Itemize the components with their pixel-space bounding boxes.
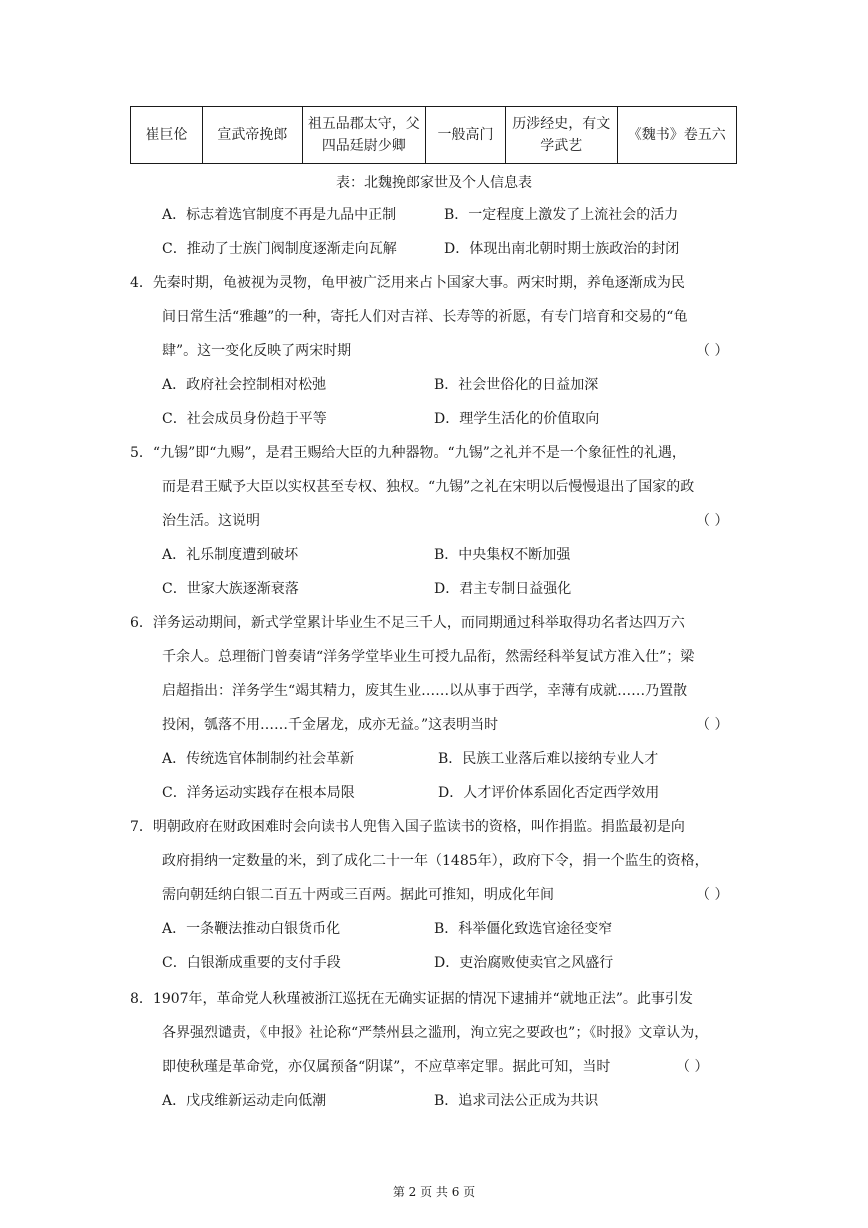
q7-answer-bracket: （ ）	[696, 887, 729, 903]
q3-option-d: D．体现出南北朝时期士族政治的封闭	[444, 241, 680, 257]
q4-option-b: B．社会世俗化的日益加深	[434, 377, 599, 393]
q7-stem-line-2: 政府捐纳一定数量的米，到了成化二十一年（1485年），政府下令，捐一个监生的资格，	[162, 853, 709, 869]
q7-option-a: A．一条鞭法推动白银货币化	[162, 921, 341, 937]
q7-option-b: B．科举僵化致选官途径变窄	[434, 921, 613, 937]
table-cell-source: 《魏书》卷五六	[617, 107, 736, 164]
q7-option-d: D．吏治腐败使卖官之风盛行	[434, 955, 614, 971]
table-cell-title: 宣武帝挽郎	[203, 107, 303, 164]
table-row	[131, 107, 737, 164]
table-caption: 表：北魏挽郎家世及个人信息表	[336, 175, 532, 191]
q5-answer-bracket: （ ）	[696, 513, 729, 529]
q6-stem-line-1: 6．洋务运动期间，新式学堂累计毕业生不足三千人，而同期通过科举取得功名者达四万六	[130, 615, 685, 631]
q5-stem-line-2: 而是君王赋予大臣以实权甚至专权、独权。“九锡”之礼在宋明以后慢慢退出了国家的政	[162, 479, 695, 495]
q5-stem-line-3: 治生活。这说明	[162, 513, 260, 529]
q3-option-b: B．一定程度上激发了上流社会的活力	[444, 207, 679, 223]
q7-stem-line-1: 7．明朝政府在财政困难时会向读书人兜售入国子监读书的资格，叫作捐监。捐监最初是向	[130, 819, 685, 835]
q6-option-a: A．传统选官体制制约社会革新	[162, 751, 355, 767]
page-number: 第 2 页 共 6 页	[392, 1185, 476, 1199]
q5-option-c: C．世家大族逐渐衰落	[162, 581, 299, 597]
q6-option-c: C．洋务运动实践存在根本局限	[162, 785, 355, 801]
q6-option-d: D．人才评价体系固化否定西学效用	[438, 785, 660, 801]
info-table	[130, 106, 737, 164]
table-cell-ability: 历涉经史，有文学武艺	[505, 107, 617, 164]
q8-stem-line-3: 即使秋瑾是革命党，亦仅属预备“阴谋”，不应草率定罪。据此可知，当时	[162, 1059, 611, 1075]
q5-option-d: D．君主专制日益强化	[434, 581, 572, 597]
q4-option-c: C．社会成员身份趋于平等	[162, 411, 327, 427]
q6-stem-line-2: 千余人。总理衙门曾奏请“洋务学堂毕业生可授九品衔，然需经科举复试方准入仕”；梁	[162, 649, 695, 665]
q4-option-d: D．理学生活化的价值取向	[434, 411, 600, 427]
q4-stem-line-3: 肆”。这一变化反映了两宋时期	[162, 343, 352, 359]
q6-answer-bracket: （ ）	[696, 717, 729, 733]
q7-option-c: C．白银渐成重要的支付手段	[162, 955, 341, 971]
q5-stem-line-1: 5．“九锡”即“九赐”，是君王赐给大臣的九种器物。“九锡”之礼并不是一个象征性的礼遇，	[130, 445, 686, 461]
q4-option-a: A．政府社会控制相对松弛	[162, 377, 327, 393]
table-cell-rank: 一般高门	[426, 107, 506, 164]
q8-stem-line-1: 8．1907年，革命党人秋瑾被浙江巡抚在无确实证据的情况下逮捕并“就地正法”。此事引发	[130, 991, 693, 1007]
q4-stem-line-2: 间日常生活“雅趣”的一种，寄托人们对吉祥、长寿等的祈愿，有专门培育和交易的“龟	[162, 309, 688, 325]
q5-option-b: B．中央集权不断加强	[434, 547, 571, 563]
q7-stem-line-3: 需向朝廷纳白银二百五十两或三百两。据此可推知，明成化年间	[162, 887, 554, 903]
q5-option-a: A．礼乐制度遭到破坏	[162, 547, 299, 563]
q6-stem-line-4: 投闲，瓠落不用……千金屠龙，成亦无益。”这表明当时	[162, 717, 499, 733]
q8-option-b: B．追求司法公正成为共识	[434, 1093, 599, 1109]
q8-stem-line-2: 各界强烈谴责，《申报》社论称“严禁州县之滥刑，洵立宪之要政也”；《时报》文章认为，	[162, 1025, 709, 1041]
q6-stem-line-3: 启超指出：洋务学生“竭其精力，废其生业……以从事于西学，幸薄有成就……乃置散	[162, 683, 688, 699]
q8-option-a: A．戊戌维新运动走向低潮	[162, 1093, 327, 1109]
q4-answer-bracket: （ ）	[696, 343, 729, 359]
table-cell-name: 崔巨伦	[131, 107, 203, 164]
q4-stem-line-1: 4．先秦时期，龟被视为灵物，龟甲被广泛用来占卜国家大事。两宋时期，养龟逐渐成为民	[130, 275, 685, 291]
q8-answer-bracket: （ ）	[676, 1059, 709, 1075]
q3-option-a: A．标志着选官制度不再是九品中正制	[162, 207, 397, 223]
q3-option-c: C．推动了士族门阀制度逐渐走向瓦解	[162, 241, 397, 257]
q6-option-b: B．民族工业落后难以接纳专业人才	[438, 751, 659, 767]
table-cell-family: 祖五品郡太守，父四品廷尉少卿	[302, 107, 425, 164]
